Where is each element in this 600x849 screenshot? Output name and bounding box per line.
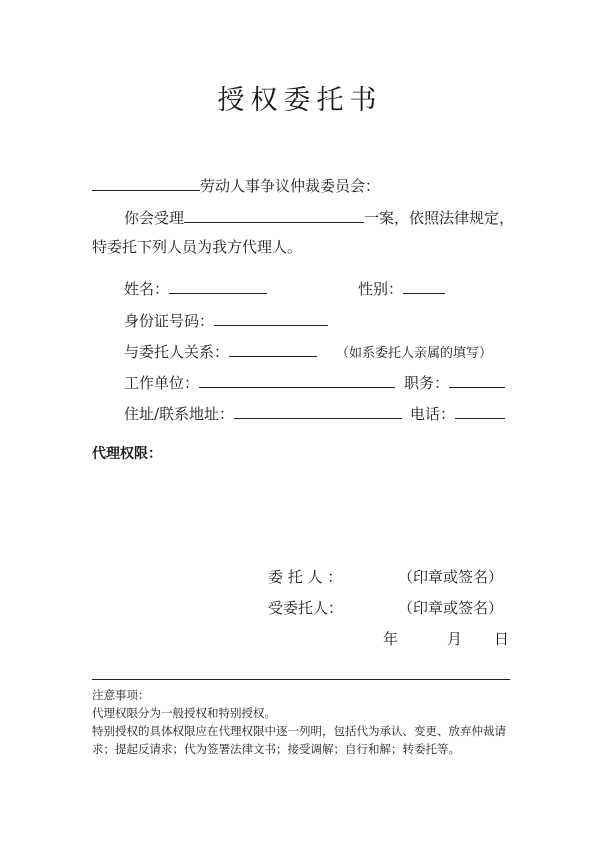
notes-section: [92, 686, 522, 758]
work-blank[interactable]: [199, 372, 395, 388]
address-row: [124, 403, 402, 423]
committee-name-blank[interactable]: [92, 175, 200, 191]
relation-blank[interactable]: [229, 341, 317, 357]
name-blank[interactable]: [169, 278, 267, 294]
id-blank[interactable]: [214, 310, 328, 326]
principal-label: 委 托 人 ：: [268, 568, 343, 586]
case-line: [124, 207, 514, 227]
relation-row: [124, 341, 317, 361]
work-row: [124, 372, 395, 392]
case-suffix: 一案，依照法律规定，: [364, 209, 515, 227]
phone-row: [410, 403, 505, 423]
phone-blank[interactable]: [455, 403, 505, 419]
notes-line-1: 代理权限分为一般授权和特别授权。: [92, 706, 276, 720]
position-blank[interactable]: [449, 372, 505, 388]
name-label: 姓名：: [124, 280, 170, 298]
case-prefix: 你会受理: [124, 209, 185, 227]
gender-blank[interactable]: [403, 278, 445, 294]
principal-note: （印章或签名）: [398, 568, 504, 586]
relation-label: 与委托人关系：: [124, 343, 230, 361]
notes-line-3: 求；提起反请求；代为签署法律文书；接受调解；自行和解；转委托等。: [92, 742, 460, 756]
date-month: 月: [447, 630, 463, 648]
address-label: 住址/联系地址：: [124, 405, 235, 423]
id-label: 身份证号码：: [124, 312, 215, 330]
addressee-line: [92, 175, 380, 195]
agent-note: （印章或签名）: [398, 599, 504, 617]
notes-line-2: 特别授权的具体权限应在代理权限中逐一列明，包括代为承认、变更、放弃仲裁请: [92, 724, 506, 738]
address-blank[interactable]: [234, 403, 402, 419]
notes-heading: 注意事项：: [92, 688, 150, 702]
addressee-text: 劳动人事争议仲裁委员会：: [200, 177, 381, 195]
phone-label: 电话：: [410, 405, 456, 423]
notes-divider: [92, 679, 510, 680]
agent-label: 受委托人：: [268, 599, 344, 617]
id-row: [124, 310, 328, 330]
date-day: 日: [494, 630, 510, 648]
document-title: 授权委托书: [217, 85, 383, 116]
relation-note: （如系委托人亲属的填写）: [336, 346, 493, 361]
work-label: 工作单位：: [124, 374, 200, 392]
authority-area[interactable]: [92, 464, 510, 560]
position-row: [404, 372, 505, 392]
case-name-blank[interactable]: [184, 207, 364, 223]
authority-label: 代理权限：: [92, 446, 162, 462]
name-row: [124, 278, 267, 298]
gender-row: [358, 278, 445, 298]
date-year: 年: [383, 630, 399, 648]
gender-label: 性别：: [358, 280, 404, 298]
position-label: 职务：: [404, 374, 450, 392]
appoint-line: 特委托下列人员为我方代理人。: [92, 238, 303, 256]
